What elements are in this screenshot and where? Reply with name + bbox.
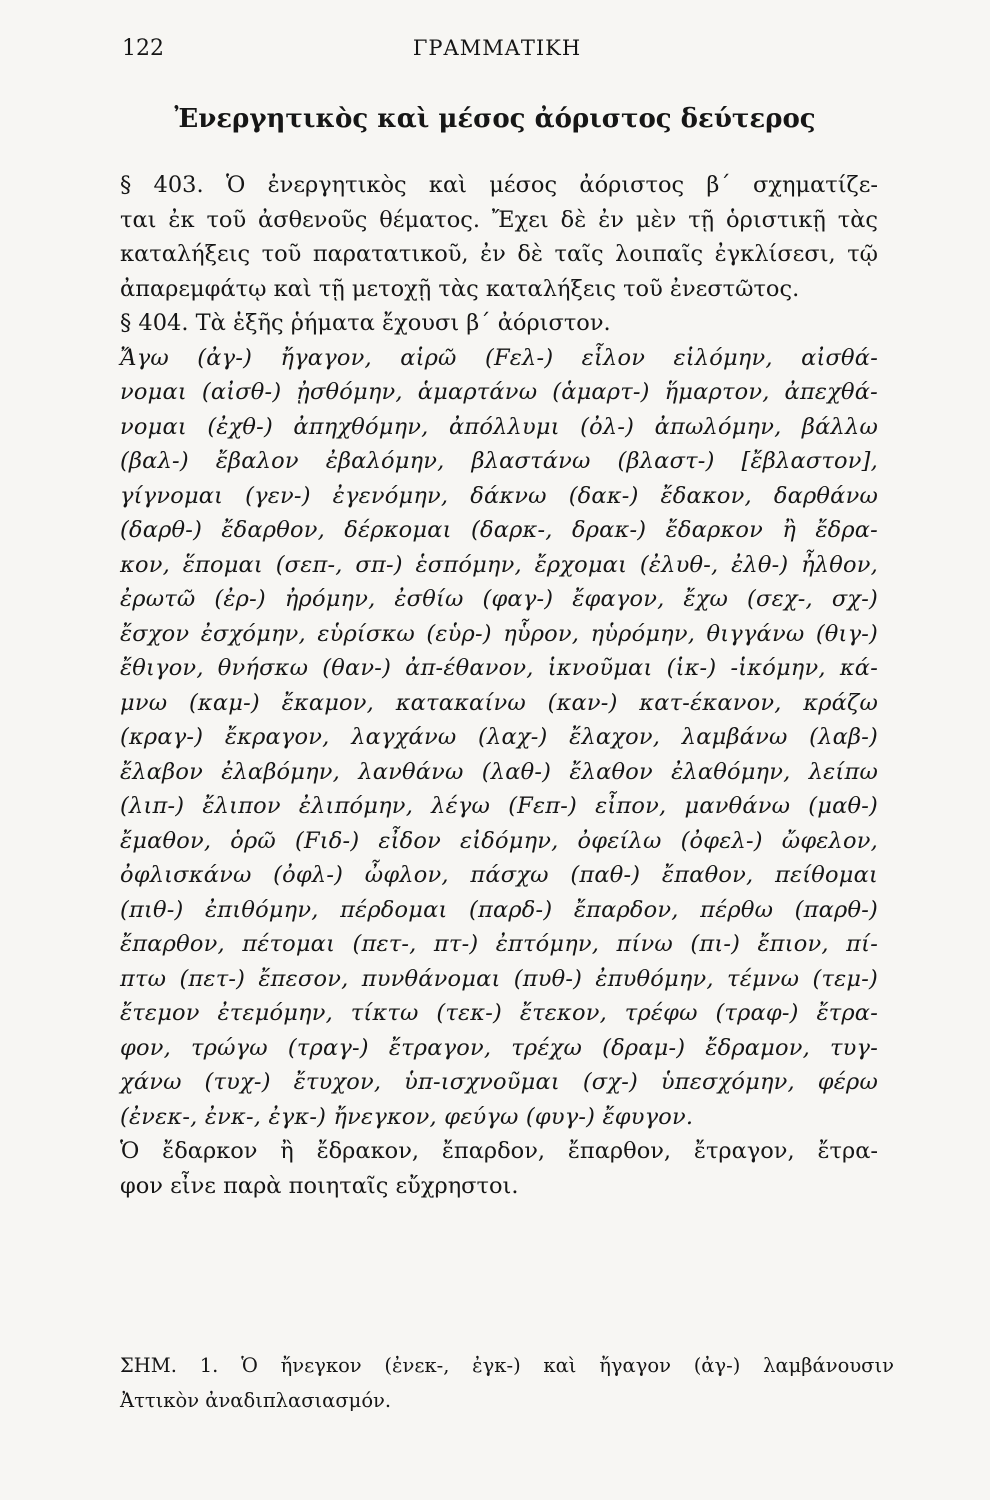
- verb-list-line: κον, ἕπομαι (σεπ-, σπ-) ἑσπόμην, ἔρχομαι (ἐλυθ-, ἐλθ-) ἦλθον,: [120, 551, 878, 578]
- verb-list-line: ἐρωτῶ (ἐρ-) ἠρόμην, ἐσθίω (φαγ-) ἔφαγον, ἔχω (σεχ-, σχ-): [120, 586, 878, 612]
- main-text: [120, 168, 878, 1203]
- verb-list-line: χάνω (τυχ-) ἔτυχον, ὑπ-ισχνοῦμαι (σχ-) ὑπεσχόμην, φέρω: [120, 1069, 878, 1095]
- text-line: καταλήξεις τοῦ παρατατικοῦ, ἐν δὲ ταῖς λοιπαῖς ἐγκλίσεσι, τῷ: [120, 241, 878, 267]
- paragraph-404: § 404. Τὰ ἑξῆς ῥήματα ἔχουσι β΄ ἀόριστον.: [120, 310, 611, 336]
- verb-list-line: μνω (καμ-) ἔκαμον, κατακαίνω (καν-) κατ-έκανον, κράζω: [120, 689, 878, 716]
- verb-list-line: (ἐνεκ-, ἐνκ-, ἐγκ-) ἤνεγκον, φεύγω (φυγ-) ἔφυγον.: [120, 1103, 694, 1130]
- text-line: § 403. Ὁ ἐνεργητικὸς καὶ μέσος ἀόριστος β΄ σχηματίζε-: [120, 172, 878, 198]
- verb-list-line: γίγνομαι (γεν-) ἐγενόμην, δάκνω (δακ-) ἔδακον, δαρθάνω: [120, 482, 878, 509]
- note-line: ΣΗΜ. 1. Ὁ ἤνεγκον (ἐνεκ-, ἐγκ-) καὶ ἤγαγον (ἀγ-) λαμβάνουσιν: [120, 1354, 894, 1377]
- paragraph-403: [120, 168, 878, 306]
- note-line: Ἀττικὸν ἀναδιπλασιασμόν.: [120, 1388, 392, 1412]
- section-title: Ἐνεργητικὸς καὶ μέσος ἀόριστος δεύτερος: [174, 104, 816, 134]
- verb-list-line: Ἄγω (ἀγ-) ἤγαγον, αἱρῶ (Fελ-) εἷλον εἱλόμην, αἰσθά-: [120, 344, 878, 371]
- verb-list-line: νομαι (αἰσθ-) ᾐσθόμην, ἁμαρτάνω (ἁμαρτ-) ἥμαρτον, ἀπεχθά-: [120, 379, 878, 405]
- verb-list-line: ἔμαθον, ὁρῶ (Fιδ-) εἶδον εἰδόμην, ὀφείλω (ὀφελ-) ὤφελον,: [120, 827, 878, 854]
- verb-list-line: φον, τρώγω (τραγ-) ἔτραγον, τρέχω (δραμ-) ἔδραμον, τυγ-: [120, 1034, 878, 1061]
- verb-list-line: πτω (πετ-) ἔπεσον, πυνθάνομαι (πυθ-) ἐπυθόμην, τέμνω (τεμ-): [120, 965, 878, 992]
- verb-list-line: (πιθ-) ἐπιθόμην, πέρδομαι (παρδ-) ἔπαρδον, πέρθω (παρθ-): [120, 896, 878, 923]
- page-number: 122: [122, 36, 164, 61]
- verb-list-line: ἔθιγον, θνήσκω (θαν-) ἀπ-έθανον, ἱκνοῦμαι (ἱκ-) -ἱκόμην, κά-: [120, 655, 878, 681]
- text-line: ἀπαρεμφάτῳ καὶ τῇ μετοχῇ τὰς καταλήξεις τοῦ ἐνεστῶτος.: [120, 275, 800, 302]
- verb-list-line: ὀφλισκάνω (ὀφλ-) ὦφλον, πάσχω (παθ-) ἔπαθον, πείθομαι: [120, 862, 878, 888]
- running-head: ΓΡΑΜΜΑΤΙΚΗ: [412, 36, 582, 60]
- verb-list-line: (βαλ-) ἔβαλον ἐβαλόμην, βλαστάνω (βλαστ-) [ἔβλαστον],: [120, 448, 878, 474]
- text-line: ται ἐκ τοῦ ἀσθενοῦς θέματος. Ἔχει δὲ ἐν μὲν τῇ ὁριστικῇ τὰς: [120, 206, 878, 233]
- text-line: φον εἶνε παρὰ ποιηταῖς εὔχρηστοι.: [120, 1172, 519, 1199]
- verb-list-line: νομαι (ἐχθ-) ἀπηχθόμην, ἀπόλλυμι (ὀλ-) ἀπωλόμην, βάλλω: [120, 413, 878, 440]
- text-line: Ὁ ἔδαρκον ἢ ἔδρακον, ἔπαρδον, ἔπαρθον, ἔτραγον, ἔτρα-: [120, 1138, 878, 1164]
- verb-list-line: ἔλαβον ἐλαβόμην, λανθάνω (λαθ-) ἔλαθον ἐλαθόμην, λείπω: [120, 758, 878, 785]
- verb-list: [120, 341, 878, 1135]
- verb-list-line: (λιπ-) ἔλιπον ἐλιπόμην, λέγω (Fεπ-) εἶπον, μανθάνω (μαθ-): [120, 793, 878, 819]
- poetic-remark: [120, 1134, 878, 1203]
- verb-list-line: ἔτεμον ἐτεμόμην, τίκτω (τεκ-) ἔτεκον, τρέφω (τραφ-) ἔτρα-: [120, 1000, 878, 1026]
- footnote: [120, 1349, 894, 1418]
- page-header: [122, 36, 872, 72]
- verb-list-line: ἔπαρθον, πέτομαι (πετ-, πτ-) ἐπτόμην, πίνω (πι-) ἔπιον, πί-: [120, 931, 878, 957]
- verb-list-line: (δαρθ-) ἔδαρθον, δέρκομαι (δαρκ-, δρακ-) ἔδαρκον ἢ ἔδρα-: [120, 517, 878, 543]
- verb-list-line: ἔσχον ἐσχόμην, εὑρίσκω (εὑρ-) ηὗρον, ηὑρόμην, θιγγάνω (θιγ-): [120, 620, 878, 647]
- verb-list-line: (κραγ-) ἔκραγον, λαγχάνω (λαχ-) ἔλαχον, λαμβάνω (λαβ-): [120, 724, 878, 750]
